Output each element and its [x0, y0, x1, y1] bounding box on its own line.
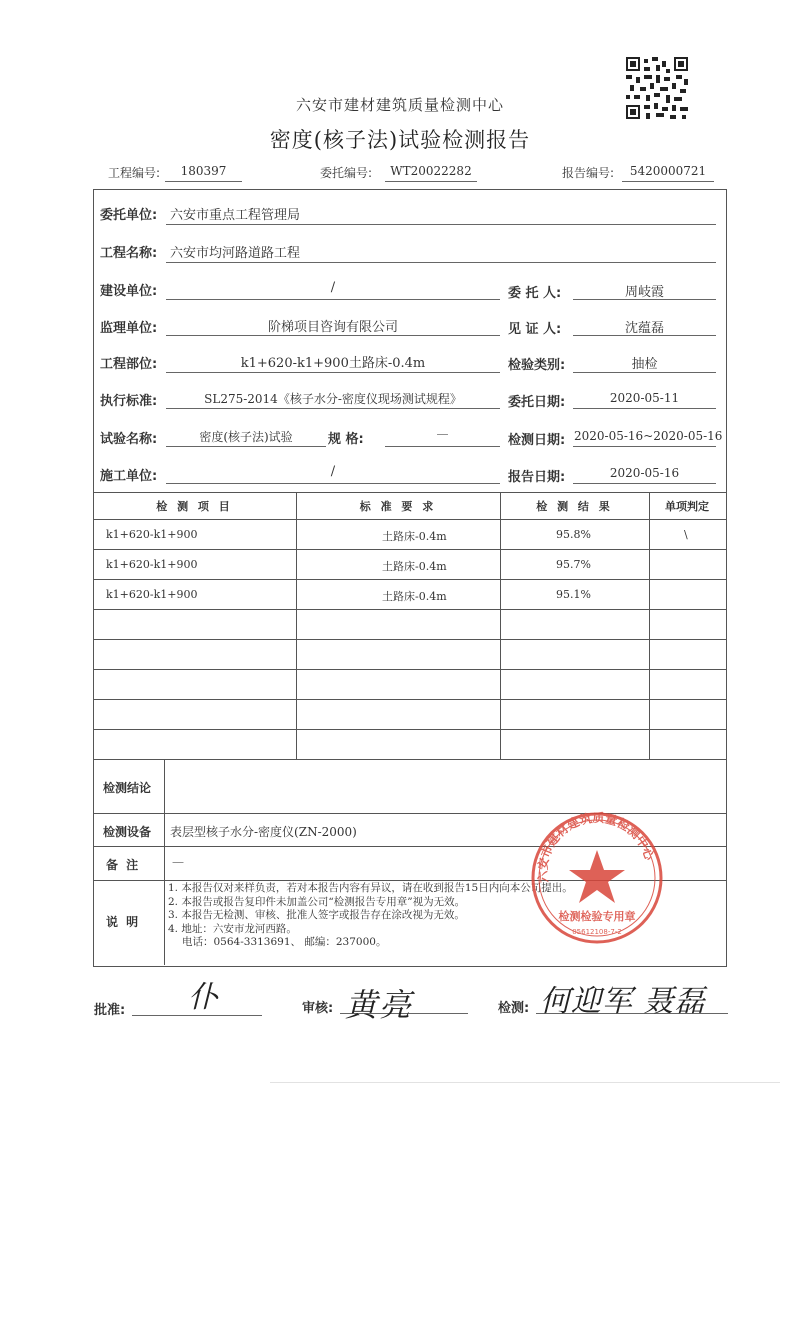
official-stamp-seal — [527, 808, 667, 948]
note-3: 3. 本报告无检测、审核、批准人签字或报告存在涂改视为无效。 — [168, 909, 465, 921]
col-header-item: 检 测 项 目 — [156, 500, 233, 513]
standard-value: SL275-2014《核子水分-密度仪现场测试规程》 — [204, 392, 462, 406]
svg-text:检测检验专用章: 检测检验专用章 — [558, 910, 636, 923]
approve-label: 批准: — [94, 1003, 126, 1018]
construction-label: 施工单位: — [100, 469, 158, 484]
form-frame — [93, 189, 727, 493]
col-header-standard: 标 准 要 求 — [359, 500, 437, 513]
note-5: 电话：0564-3313691、 邮编：237000。 — [182, 936, 387, 948]
remark-value: — — [172, 855, 184, 869]
inspect-type-label: 检验类别: — [508, 358, 566, 373]
qr-code — [626, 57, 688, 119]
project-no: 180397 — [180, 164, 227, 178]
spec-value: — — [436, 427, 449, 441]
table-row-3-item: k1+620-k1+900 — [106, 588, 198, 601]
review-signature: 黄亮 — [345, 986, 414, 1024]
table-row-2-standard: 土路床-0.4m — [382, 560, 447, 573]
equipment-value: 表层型核子水分-密度仪(ZN-2000) — [170, 825, 357, 839]
report-title: 密度(核子法)试验检测报告 — [269, 128, 531, 152]
commission-date-label: 委托日期: — [508, 395, 566, 410]
part-label: 工程部位: — [100, 357, 158, 372]
client-label: 委托单位: — [100, 208, 158, 223]
test-date-value: 2020-05-16~2020-05-16 — [574, 429, 723, 443]
col-header-result: 检 测 结 果 — [536, 500, 613, 513]
test-date-label: 检测日期: — [508, 433, 566, 448]
table-row-3-result: 95.1% — [556, 588, 591, 601]
commission-date-value: 2020-05-11 — [609, 391, 680, 405]
notes-label: 说 明 — [106, 915, 141, 929]
test-name-label: 试验名称: — [100, 432, 158, 447]
standard-label: 执行标准: — [100, 394, 158, 409]
part-value: k1+620-k1+900土路床-0.4m — [240, 356, 426, 371]
equipment-label: 检测设备 — [103, 825, 152, 839]
inspect-type-value: 抽检 — [631, 357, 658, 372]
note-1: 1. 本报告仅对来样负责，若对本报告内容有异议，请在收到报告15日内向本公司提出。 — [168, 882, 573, 894]
table-row-1-standard: 土路床-0.4m — [382, 530, 447, 543]
project-value: 六安市均河路道路工程 — [170, 246, 301, 261]
project-no-label: 工程编号: — [108, 166, 161, 180]
construction-value: / — [330, 464, 336, 479]
note-2: 2. 本报告或报告复印件未加盖公司“检测报告专用章”视为无效。 — [168, 895, 466, 908]
page-edge-line — [270, 1082, 780, 1083]
test-label: 检测: — [498, 1001, 530, 1016]
org-name: 六安市建材建筑质量检测中心 — [295, 96, 504, 114]
approve-signature: 仆 — [188, 980, 218, 1015]
supervisor-label: 监理单位: — [100, 321, 158, 336]
witness-label: 见 证 人: — [508, 322, 562, 337]
consignor-value: 周岐霞 — [624, 285, 664, 300]
builder-label: 建设单位: — [100, 284, 158, 299]
report-no-label: 报告编号: — [562, 166, 615, 180]
table-row-2-item: k1+620-k1+900 — [106, 558, 198, 571]
supervisor-value: 阶梯项目咨询有限公司 — [267, 320, 398, 335]
commission-no-label: 委托编号: — [320, 166, 373, 180]
col-header-judgement: 单项判定 — [665, 500, 709, 513]
witness-value: 沈蕴磊 — [624, 321, 664, 336]
svg-text:六安市建材建筑质量检测中心: 六安市建材建筑质量检测中心 — [535, 810, 657, 884]
table-row-1-item: k1+620-k1+900 — [106, 528, 198, 541]
consignor-label: 委 托 人: — [508, 286, 562, 301]
report-date-value: 2020-05-16 — [609, 466, 680, 480]
builder-value: / — [330, 280, 336, 295]
test-name-value: 密度(核子法)试验 — [199, 430, 293, 444]
test-signature: 何迎军 聂磊 — [540, 984, 706, 1019]
review-label: 审核: — [302, 1001, 334, 1016]
project-label: 工程名称: — [100, 246, 158, 261]
commission-no: WT20022282 — [390, 164, 472, 178]
report-date-label: 报告日期: — [508, 470, 566, 485]
table-row-2-result: 95.7% — [556, 558, 591, 571]
table-row-1-judgement: \ — [684, 528, 688, 541]
table-row-1-result: 95.8% — [556, 528, 591, 541]
conclusion-label: 检测结论 — [103, 781, 152, 795]
client-value: 六安市重点工程管理局 — [170, 208, 301, 223]
remark-label: 备 注 — [106, 858, 141, 872]
spec-label: 规 格: — [328, 432, 364, 447]
table-row-3-standard: 土路床-0.4m — [382, 590, 447, 603]
svg-text:05612108-7-2: 05612108-7-2 — [572, 928, 622, 936]
note-4: 4. 地址：六安市龙河西路。 — [168, 922, 297, 935]
report-no: 5420000721 — [629, 164, 707, 178]
